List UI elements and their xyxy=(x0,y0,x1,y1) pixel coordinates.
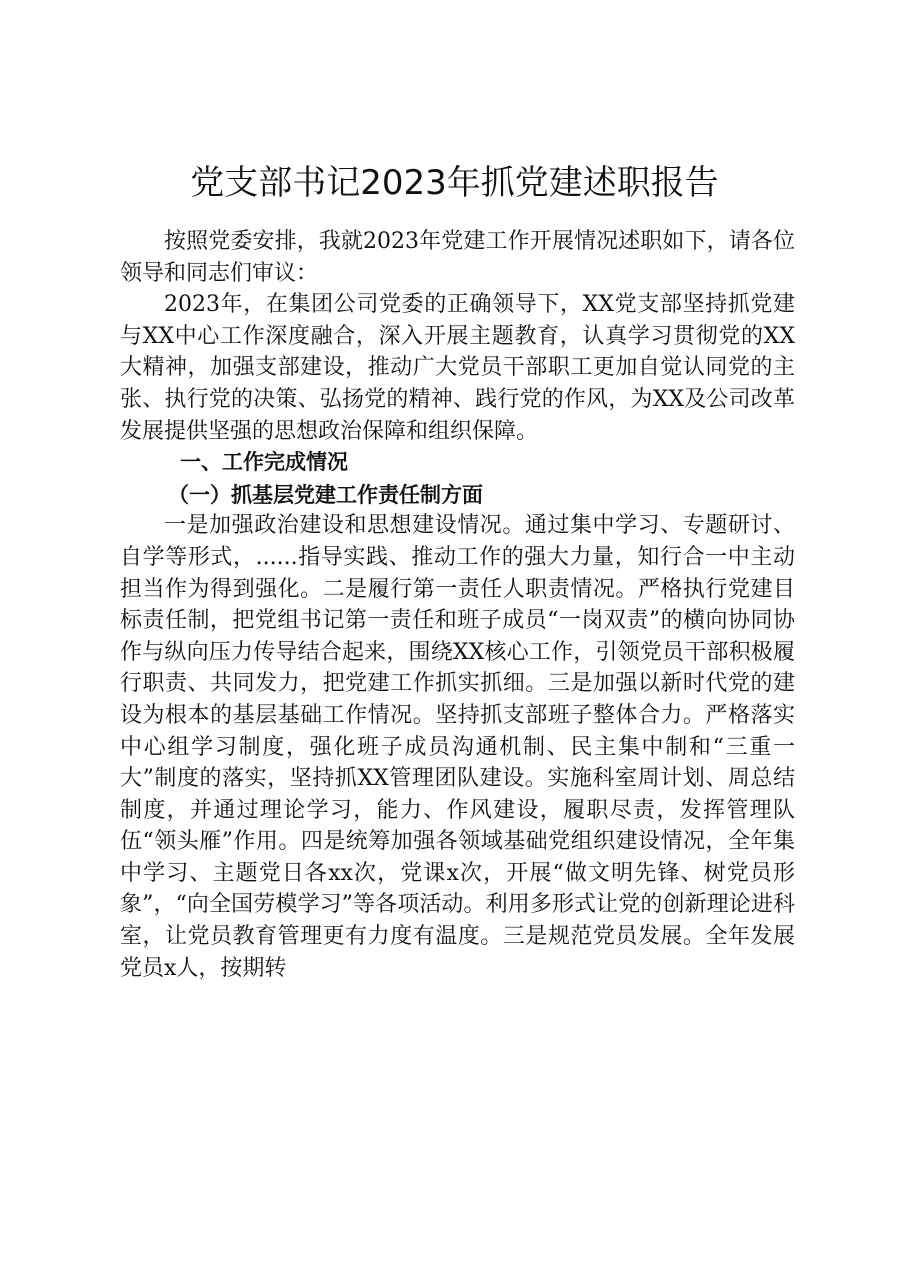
document-body xyxy=(120,226,795,984)
subsection-heading: （一）抓基层党建工作责任制方面 xyxy=(168,481,483,507)
summary-paragraph: 2023年，在集团公司党委的正确领导下，XX党支部坚持抓党建与XX中心工作深度融合，深入开展主题教育，认真学习贯彻党的XX大精神，加强支部建设，推动广大党员干部职工更加自觉认同党的主张、执行党的决策、弘扬党的精神、践行党的作风，为XX及公司改革发展提供坚强的思想政治保障和组织保障。 xyxy=(120,292,795,444)
content-paragraph: 一是加强政治建设和思想建设情况。通过集中学习、专题研讨、自学等形式，......指导实践、推动工作的强大力量，知行合一中主动担当作为得到强化。二是履行第一责任人职责情况。严格执行党建目标责任制，把党组书记第一责任和班子成员“一岗双责”的横向协同协作与纵向压力传导结合起来，围绕XX核心工作，引领党员干部积极履行职责、共同发力，把党建工作抓实抓细。三是加强以新时代党的建设为根本的基层基础工作情况。坚持抓支部班子整体合力。严格落实中心组学习制度，强化班子成员沟通机制、民主集中制和“三重一大”制度的落实，坚持抓XX管理团队建设。实施科室周计划、周总结制度，并通过理论学习，能力、作风建设，履职尽责，发挥管理队伍“领头雁”作用。四是统筹加强各领域基础党组织建设情况，全年集中学习、主题党日各xx次，党课x次，开展“做文明先锋、树党员形象”，“向全国劳模学习”等各项活动。利用多形式让党的创新理论进科室，让党员教育管理更有力度有温度。三是规范党员发展。全年发展党员x人，按期转 xyxy=(120,513,795,981)
intro-paragraph: 按照党委安排，我就2023年党建工作开展情况述职如下，请各位领导和同志们审议： xyxy=(120,229,795,286)
document-title: 党支部书记2023年抓党建述职报告 xyxy=(190,163,719,203)
section-heading: 一、工作完成情况 xyxy=(180,450,348,475)
